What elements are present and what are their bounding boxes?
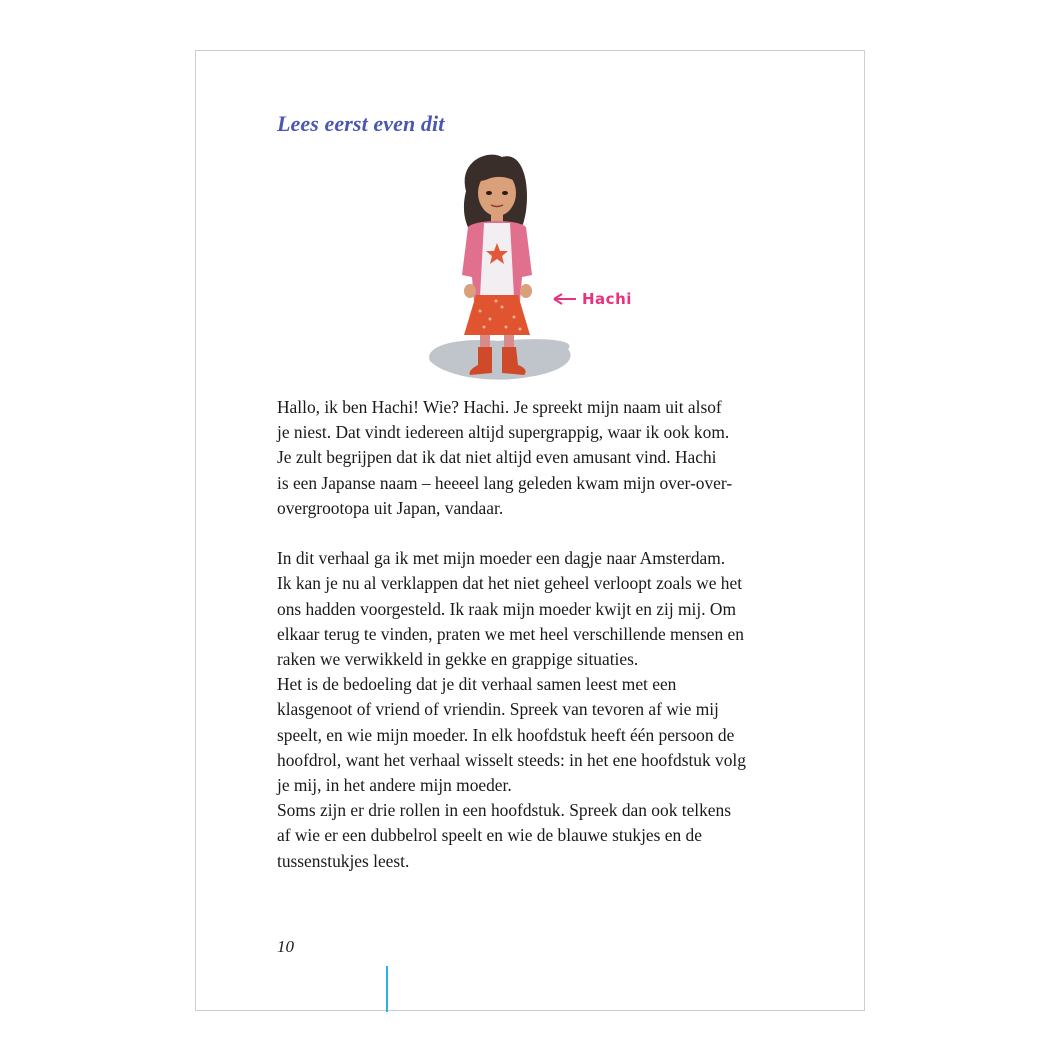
book-page (195, 50, 865, 1011)
text-line: overgrootopa uit Japan, vandaar. (277, 497, 504, 518)
text-line: is een Japanse naam – heeeel lang geleden kwam mijn over-over- (277, 472, 733, 493)
paragraph-1 (277, 395, 797, 521)
text-line: raken we verwikkeld in gekke en grappige situaties. (277, 649, 639, 670)
eye-right (502, 191, 508, 195)
text-line: elkaar terug te vinden, praten we met heel verschillende mensen en (277, 623, 744, 644)
page-marker-line (386, 966, 388, 1012)
hand-left (464, 284, 476, 298)
page-title: Lees eerst even dit (277, 111, 445, 136)
text-line: Je zult begrijpen dat ik dat niet altijd even amusant vind. Hachi (277, 447, 717, 468)
text-line: ons hadden voorgesteld. Ik raak mijn moeder kwijt en zij mij. Om (277, 598, 736, 619)
text-line: je mij, in het andere mijn moeder. (277, 775, 512, 796)
text-line: hoofdrol, want het verhaal wisselt steeds: in het ene hoofdstuk volg (277, 749, 746, 770)
text-line: Het is de bedoeling dat je dit verhaal samen leest met een (277, 674, 677, 695)
text-line: je niest. Dat vindt iedereen altijd supergrappig, waar ik ook kom. (277, 422, 730, 443)
shirt (480, 223, 514, 297)
text-line: Hallo, ik ben Hachi! Wie? Hachi. Je spreekt mijn naam uit alsof (277, 397, 722, 417)
paragraph-2 (277, 546, 797, 874)
hand-right (520, 284, 532, 298)
page-number: 10 (277, 937, 294, 956)
text-line: speelt, en wie mijn moeder. In elk hoofdstuk heeft één persoon de (277, 724, 735, 745)
text-line: Ik kan je nu al verklappen dat het niet geheel verloopt zoals we het (277, 573, 743, 594)
shadow-shape (429, 339, 570, 380)
text-line: In dit verhaal ga ik met mijn moeder een dagje naar Amsterdam. (277, 548, 726, 569)
hachi-illustration (418, 151, 638, 391)
eye-left (486, 191, 492, 195)
hachi-label: Hachi (582, 290, 632, 308)
text-line: klasgenoot of vriend of vriendin. Spreek van tevoren af wie mij (277, 699, 719, 720)
body-text (277, 395, 797, 874)
text-line: Soms zijn er drie rollen in een hoofdstuk. Spreek dan ook telkens (277, 800, 731, 821)
text-line: af wie er een dubbelrol speelt en wie de blauwe stukjes en de (277, 825, 702, 846)
paragraph-gap (277, 521, 797, 546)
text-line: tussenstukjes leest. (277, 850, 410, 871)
